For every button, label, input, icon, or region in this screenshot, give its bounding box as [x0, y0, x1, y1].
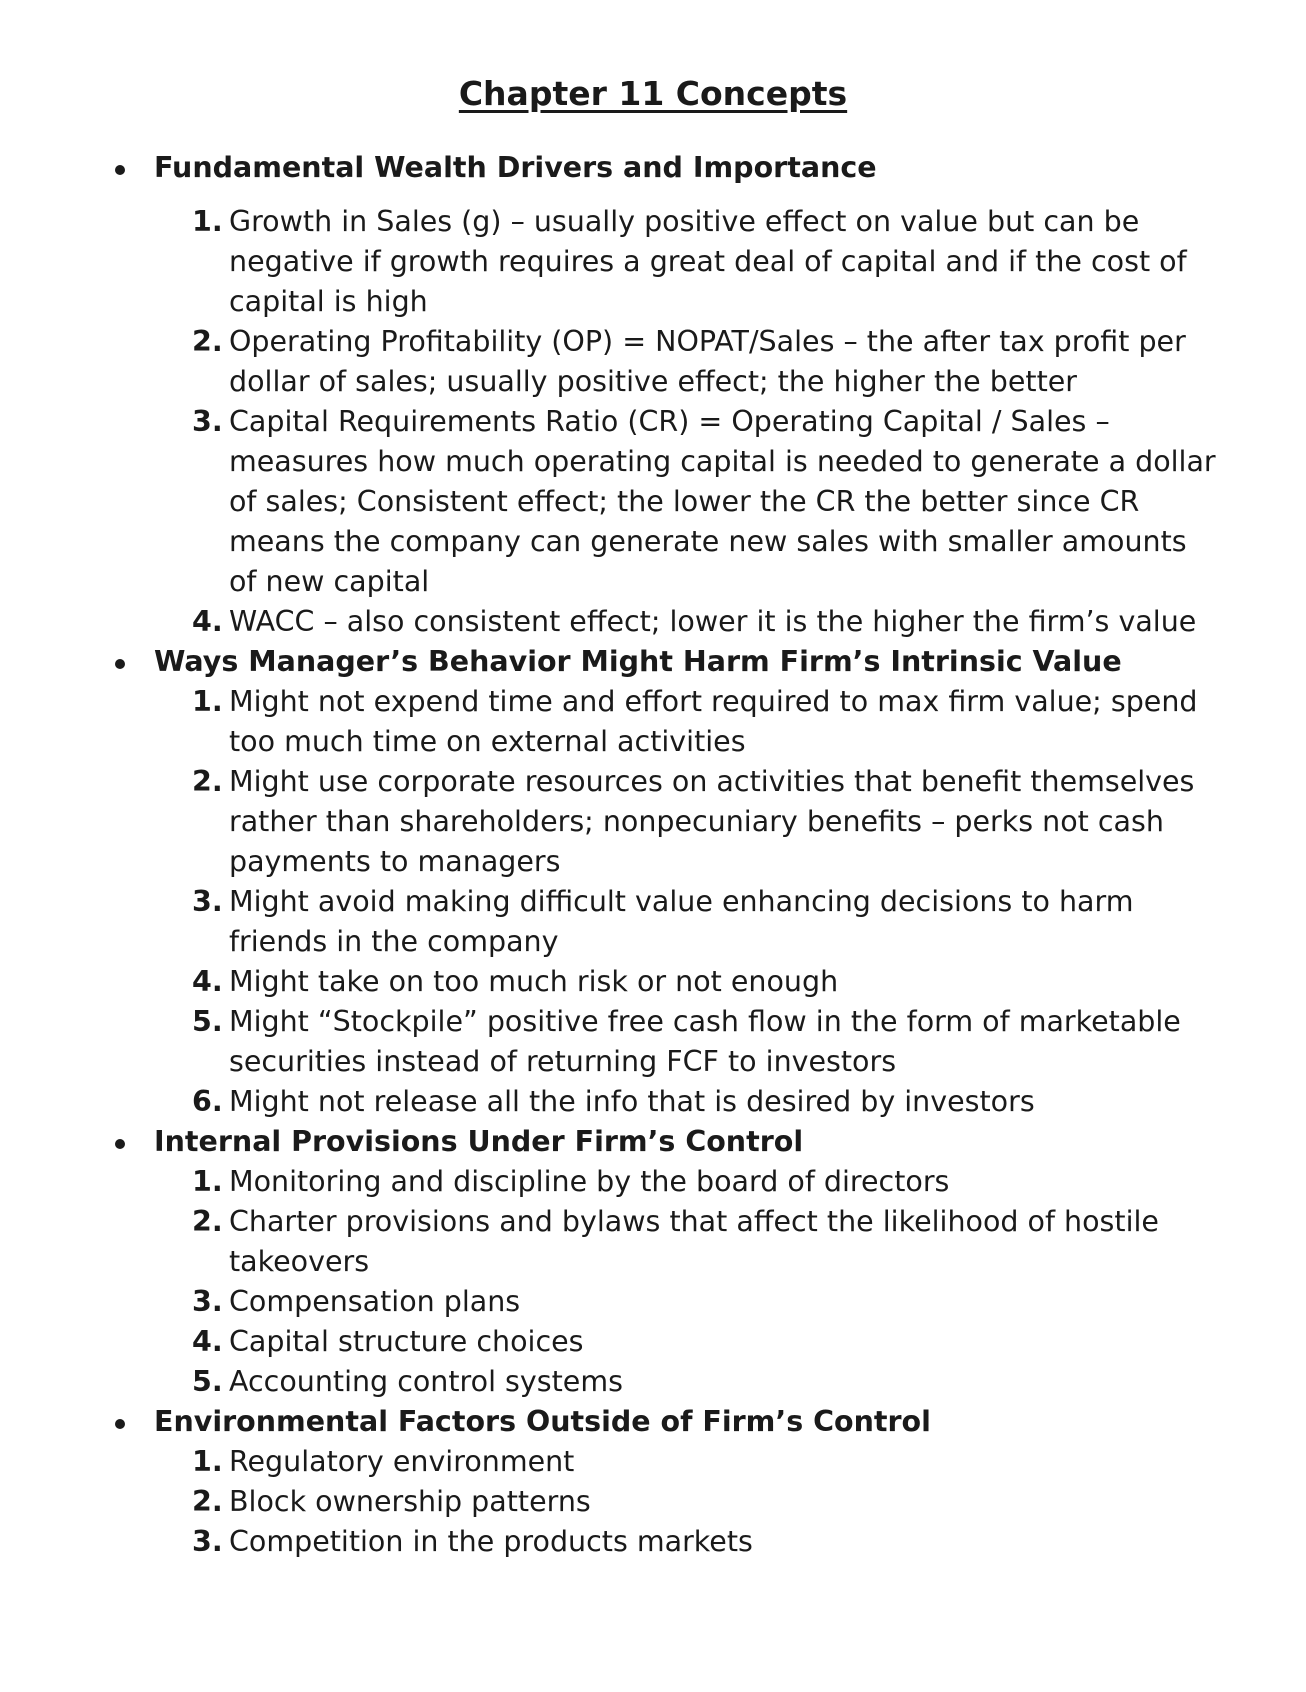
item-number: 3.	[192, 1285, 223, 1318]
item-number: 2.	[192, 325, 223, 358]
list-item	[0, 1202, 1306, 1282]
item-text: Competition in the products markets	[229, 1525, 753, 1558]
item-text: Block ownership patterns	[229, 1485, 591, 1518]
section-heading-text: Environmental Factors Outside of Firm’s Control	[154, 1405, 931, 1438]
list-item	[0, 1322, 1306, 1362]
item-text: Growth in Sales (g) – usually positive effect on value but can be negative if growth requires a great deal of capital and if the cost of capital is high	[229, 205, 1187, 318]
item-text: Might “Stockpile” positive free cash flow in the form of marketable securities instead of returning FCF to investors	[229, 1005, 1181, 1078]
item-text: WACC – also consistent effect; lower it is the higher the firm’s value	[229, 605, 1197, 638]
list-item	[0, 1482, 1306, 1522]
item-number: 3.	[192, 885, 223, 918]
item-number: 1.	[192, 685, 223, 718]
list-item	[0, 1282, 1306, 1322]
item-number: 4.	[192, 1325, 223, 1358]
section-heading-text: Internal Provisions Under Firm’s Control	[154, 1125, 804, 1158]
bullet-icon	[115, 1139, 125, 1149]
section-heading	[0, 148, 1306, 188]
list-item	[0, 322, 1306, 402]
list-item	[0, 882, 1306, 962]
item-number: 2.	[192, 765, 223, 798]
section-wealth-drivers	[0, 148, 1306, 642]
list-item	[0, 1162, 1306, 1202]
list-item	[0, 1002, 1306, 1082]
item-number: 1.	[192, 1165, 223, 1198]
item-text: Might avoid making difficult value enhancing decisions to harm friends in the company	[229, 885, 1134, 958]
item-number: 4.	[192, 965, 223, 998]
list-item	[0, 1522, 1306, 1562]
item-number: 2.	[192, 1485, 223, 1518]
page-title: Chapter 11 Concepts	[458, 74, 848, 113]
item-text: Capital structure choices	[229, 1325, 584, 1358]
item-text: Operating Profitability (OP) = NOPAT/Sales – the after tax profit per dollar of sales; usually positive effect; the higher the better	[229, 325, 1186, 398]
item-text: Might not expend time and effort required to max firm value; spend too much time on external activities	[229, 685, 1198, 758]
item-text: Capital Requirements Ratio (CR) = Operating Capital / Sales – measures how much operating capital is needed to generate a dollar of sales; Consistent effect; the lower the CR the better since CR means the company can generate new sales with smaller amounts of new capital	[229, 405, 1216, 598]
list-item	[0, 602, 1306, 642]
item-number: 2.	[192, 1205, 223, 1238]
item-number: 3.	[192, 1525, 223, 1558]
item-text: Might use corporate resources on activities that benefit themselves rather than shareholders; nonpecuniary benefits – perks not cash payments to managers	[229, 765, 1195, 878]
section-items	[0, 1162, 1306, 1402]
item-text: Compensation plans	[229, 1285, 521, 1318]
item-text: Might take on too much risk or not enough	[229, 965, 839, 998]
list-item	[0, 1362, 1306, 1402]
item-number: 3.	[192, 405, 223, 438]
section-heading	[0, 642, 1306, 682]
section-items	[0, 1442, 1306, 1562]
item-text: Might not release all the info that is desired by investors	[229, 1085, 1035, 1118]
item-number: 6.	[192, 1085, 223, 1118]
list-item	[0, 202, 1306, 322]
section-items	[0, 202, 1306, 642]
item-text: Charter provisions and bylaws that affect the likelihood of hostile takeovers	[229, 1205, 1159, 1278]
section-internal-provisions	[0, 1122, 1306, 1402]
bullet-icon	[115, 1419, 125, 1429]
item-number: 1.	[192, 205, 223, 238]
item-text: Monitoring and discipline by the board of directors	[229, 1165, 950, 1198]
section-manager-behavior	[0, 642, 1306, 1122]
list-item	[0, 1082, 1306, 1122]
item-text: Regulatory environment	[229, 1445, 575, 1478]
list-item	[0, 402, 1306, 602]
list-item	[0, 1442, 1306, 1482]
item-number: 4.	[192, 605, 223, 638]
bullet-icon	[115, 165, 125, 175]
section-heading	[0, 1402, 1306, 1442]
item-number: 5.	[192, 1365, 223, 1398]
item-number: 1.	[192, 1445, 223, 1478]
list-item	[0, 682, 1306, 762]
bullet-icon	[115, 659, 125, 669]
section-heading	[0, 1122, 1306, 1162]
section-heading-text: Ways Manager’s Behavior Might Harm Firm’s Intrinsic Value	[154, 645, 1122, 678]
list-item	[0, 962, 1306, 1002]
concept-sections	[0, 148, 1306, 1562]
item-number: 5.	[192, 1005, 223, 1038]
section-items	[0, 682, 1306, 1122]
list-item	[0, 762, 1306, 882]
item-text: Accounting control systems	[229, 1365, 623, 1398]
section-environmental-factors	[0, 1402, 1306, 1562]
section-heading-text: Fundamental Wealth Drivers and Importance	[154, 151, 877, 184]
